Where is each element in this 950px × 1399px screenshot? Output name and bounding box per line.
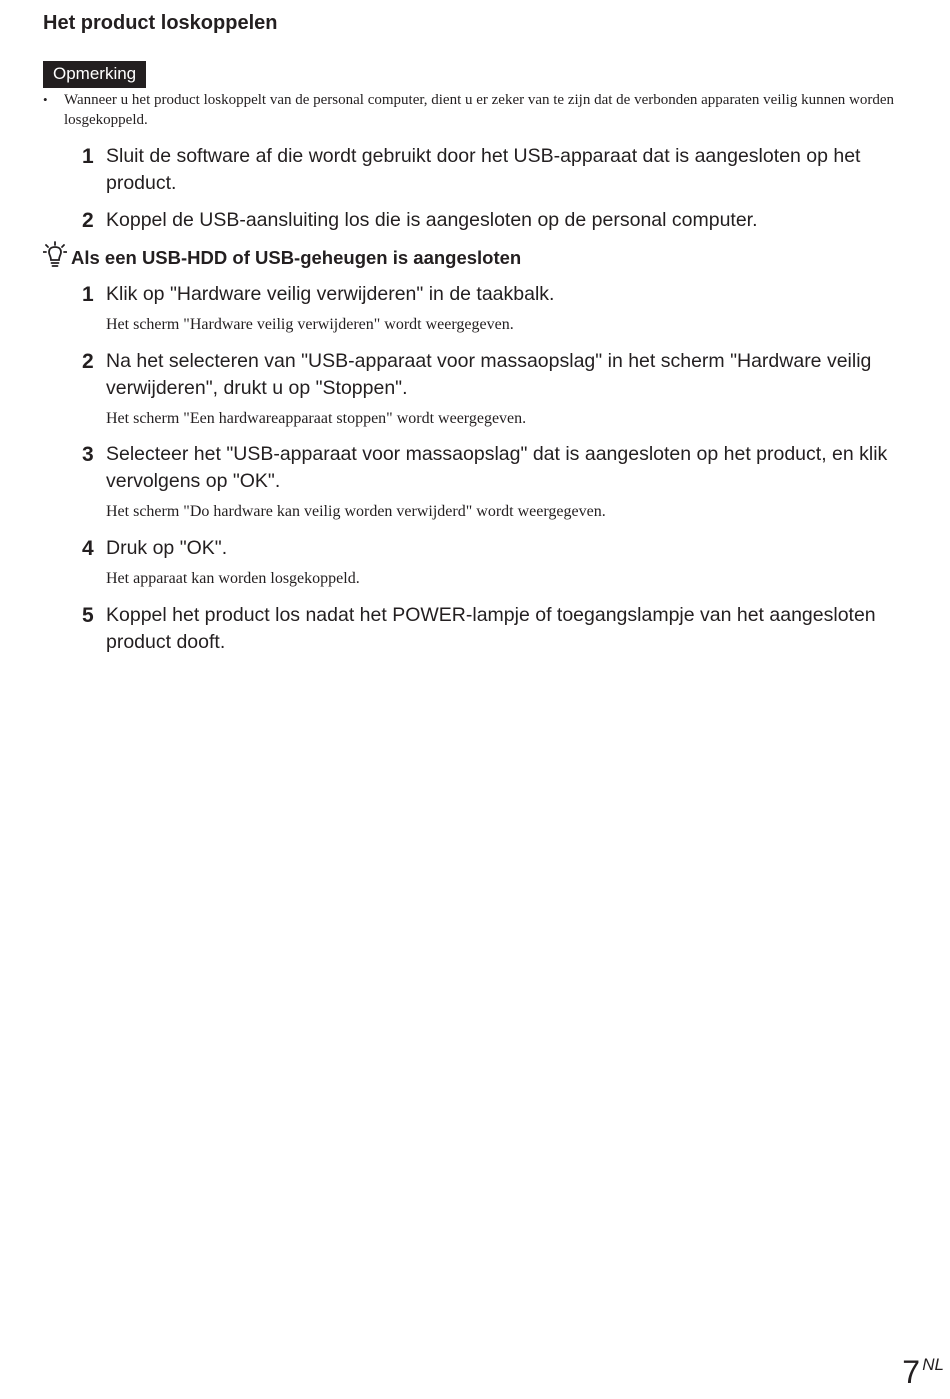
step-result: Het apparaat kan worden losgekoppeld. [106,570,360,587]
step-text: Klik op "Hardware veilig verwijderen" in de taakbalk. [106,283,555,305]
step-2 [82,348,892,429]
step-number: 4 [82,537,94,560]
step-text: Selecteer het "USB-apparaat voor massaopslag" dat is aangesloten op het product, en klik vervolgens op "OK". [106,443,888,492]
step-number: 3 [82,443,94,466]
section-title: Het product loskoppelen [43,12,278,34]
step-number: 1 [82,145,94,168]
step-number: 2 [82,209,94,232]
hint-title: Als een USB-HDD of USB-geheugen is aangesloten [71,247,522,268]
step-number: 2 [82,350,94,373]
step-1 [82,143,892,197]
step-2 [82,207,892,234]
step-number: 5 [82,604,94,627]
step-text: Druk op "OK". [106,537,228,559]
step-text: Na het selecteren van "USB-apparaat voor massaopslag" in het scherm "Hardware veilig verwijderen", drukt u op "Stoppen". [106,350,872,399]
hint-heading [43,240,521,270]
bullet-icon: • [43,92,48,107]
step-3 [82,441,892,522]
lightbulb-icon [43,241,67,269]
page-language: NL [922,1355,944,1374]
step-result: Het scherm "Hardware veilig verwijderen" wordt weergegeven. [106,316,514,333]
step-number: 1 [82,283,94,306]
note-badge: Opmerking [43,61,146,88]
step-result: Het scherm "Een hardwareapparaat stoppen" wordt weergegeven. [106,410,527,427]
step-text: Sluit de software af die wordt gebruikt door het USB-apparaat dat is aangesloten op het product. [106,145,861,194]
step-5 [82,602,892,656]
step-text: Koppel het product los nadat het POWER-lampje of toegangslampje van het aangesloten product dooft. [106,604,876,653]
note-text: Wanneer u het product loskoppelt van de personal computer, dient u er zeker van te zijn dat de verbonden apparaten veilig kunnen worden losgekoppeld. [64,92,894,128]
note-item [43,90,904,130]
page-number: 7 [902,1354,920,1390]
step-result: Het scherm "Do hardware kan veilig worden verwijderd" wordt weergegeven. [106,503,606,520]
step-4 [82,535,892,589]
step-1 [82,281,892,335]
step-text: Koppel de USB-aansluiting los die is aangesloten op de personal computer. [106,209,758,231]
